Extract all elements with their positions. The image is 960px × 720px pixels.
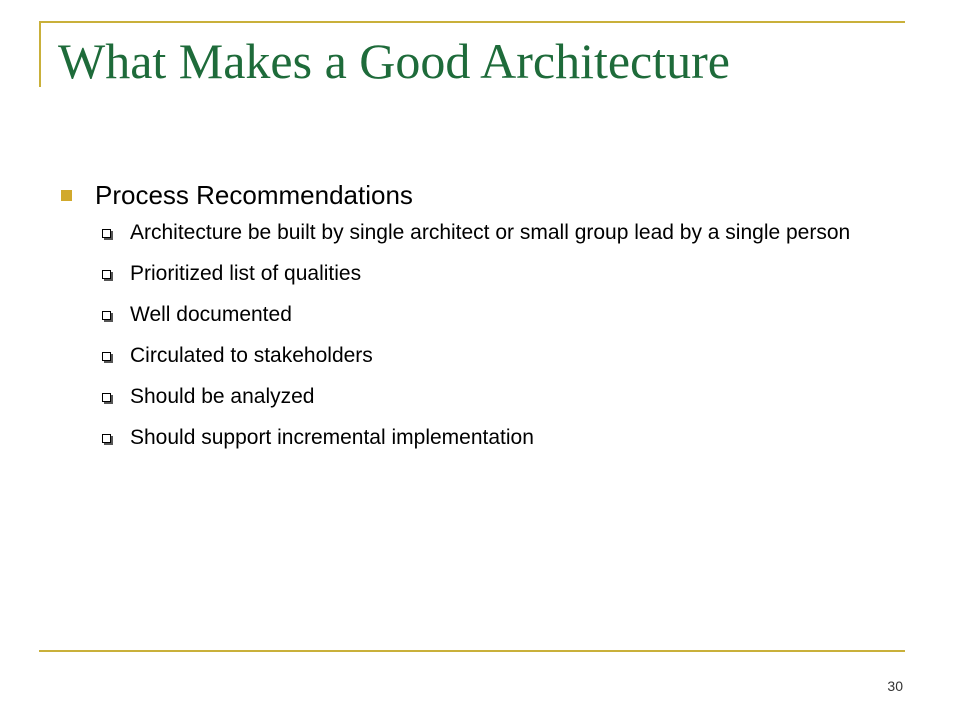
title-top-rule (39, 21, 905, 23)
sub-bullet-text: Should be analyzed (130, 385, 315, 408)
hollow-square-bullet-icon (102, 311, 111, 320)
hollow-square-bullet-icon (102, 229, 111, 238)
hollow-square-bullet-icon (102, 352, 111, 361)
footer-rule (39, 650, 905, 652)
sub-bullet-text: Well documented (130, 303, 292, 326)
slide-title: What Makes a Good Architecture (58, 33, 730, 89)
sub-bullet (58, 218, 878, 248)
hollow-square-bullet-icon (102, 434, 111, 443)
sub-bullet-text: Circulated to stakeholders (130, 344, 373, 367)
main-bullet (58, 176, 878, 214)
sub-bullet-text: Prioritized list of qualities (130, 262, 362, 285)
hollow-square-bullet-icon (102, 270, 111, 279)
slide-body (58, 176, 878, 464)
sub-bullet (58, 300, 878, 330)
sub-bullet (58, 341, 878, 371)
hollow-square-bullet-icon (102, 393, 111, 402)
sub-bullet-text: Should support incremental implementation (130, 426, 534, 449)
sub-bullet (58, 259, 878, 289)
sub-bullet (58, 382, 878, 412)
sub-bullet-list (58, 218, 878, 453)
sub-bullet (58, 423, 878, 453)
sub-bullet-text: Architecture be built by single architect or small group lead by a single person (130, 221, 851, 244)
title-left-rule (39, 21, 41, 87)
main-bullet-text: Process Recommendations (95, 180, 413, 210)
page-number: 30 (887, 678, 903, 694)
square-bullet-icon (61, 190, 72, 201)
